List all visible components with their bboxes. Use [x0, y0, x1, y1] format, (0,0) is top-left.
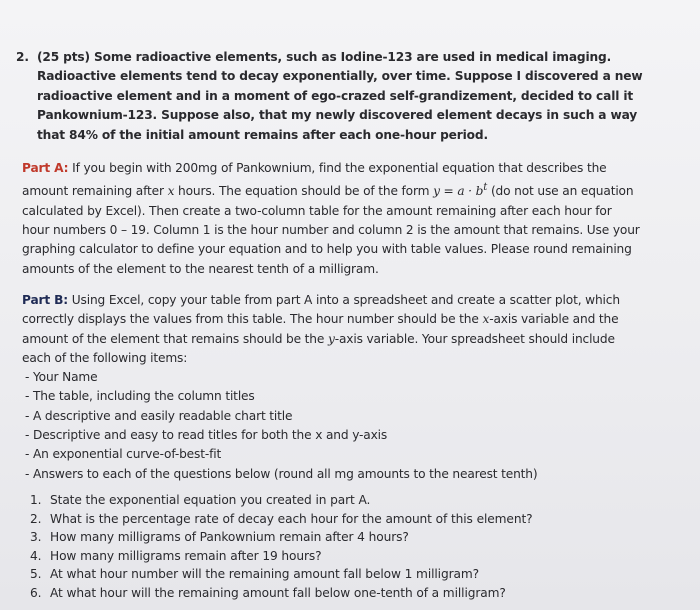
- part-b-text-3: -axis variable. Your spreadsheet should include each of the following items:: [22, 331, 615, 365]
- part-b-var-x: x: [482, 312, 490, 327]
- question-number: 5.: [30, 567, 42, 582]
- list-item: - The table, including the column titles: [25, 389, 255, 404]
- part-a-label: Part A:: [22, 161, 69, 175]
- part-a-text-1: If you begin with 200mg of Pankownium, find the exponential equation that describes the amount remaining after: [22, 161, 607, 199]
- question-text: At what hour will the remaining amount fall below one-tenth of a milligram?: [50, 585, 506, 600]
- question-number: 1.: [30, 493, 42, 507]
- problem-number: 2.: [16, 50, 29, 64]
- question-number: 4.: [30, 548, 42, 563]
- question-item: [30, 547, 533, 566]
- question-number: 2.: [30, 511, 42, 526]
- question-text: How many milligrams of Pankownium remain after 4 hours?: [50, 530, 409, 545]
- part-a-var-x: x: [167, 184, 175, 199]
- question-list: [30, 491, 533, 603]
- question-number: 3.: [30, 530, 42, 545]
- part-a-section: [22, 159, 642, 279]
- question-item: [30, 510, 533, 529]
- part-a-text-3: (do not use an equation calculated by Excel). Then create a two-column table for the amount remaining after each hour for hour numbers 0 – 19. Column 1 is the hour number and column 2 is the amount that remains. Use your graphing calculator to define your equation and to help you with table values. Please round remaining amounts of the element to the nearest tenth of a milligram.: [22, 184, 640, 276]
- question-text: What is the percentage rate of decay each hour for the amount of this element?: [50, 511, 533, 526]
- part-a-text-2: hours. The equation should be of the form: [174, 184, 434, 199]
- part-b-var-y: y: [327, 331, 335, 346]
- part-b-text-2: -axis variable and the amount of the element that remains should be the: [22, 312, 619, 346]
- part-a-exponent: t: [483, 182, 488, 194]
- list-item: - An exponential curve-of-best-fit: [25, 447, 222, 462]
- question-text: How many milligrams remain after 19 hours?: [50, 548, 322, 563]
- part-b-item-list: [22, 368, 642, 484]
- list-item: - Your Name: [25, 370, 98, 385]
- question-text: At what hour number will the remaining amount fall below 1 milligram?: [50, 567, 480, 582]
- list-item: - Answers to each of the questions below (round all mg amounts to the nearest tenth): [25, 466, 538, 481]
- part-a-equation: y = a · b: [433, 184, 484, 199]
- question-item: [30, 491, 533, 510]
- question-item: [30, 584, 533, 603]
- part-b-section: [22, 291, 642, 484]
- question-text: State the exponential equation you created in part A.: [50, 493, 371, 507]
- part-b-label: Part B:: [22, 293, 69, 307]
- question-item: [30, 528, 533, 547]
- question-number: 6.: [30, 585, 42, 600]
- question-item: [30, 565, 533, 584]
- list-item: - Descriptive and easy to read titles for both the x and y-axis: [25, 428, 388, 443]
- problem-statement: [16, 48, 648, 145]
- problem-text: (25 pts) Some radioactive elements, such as Iodine-123 are used in medical imaging. Radioactive elements tend to decay exponentially, over time. Suppose I discovered a new radioactive element and in a moment of ego-crazed self-grandizement, decided to call it Pankownium-123. Suppose also, that my newly discovered element decays in such a way that 84% of the initial amount remains after each one-hour period.: [37, 50, 643, 142]
- list-item: - A descriptive and easily readable chart title: [25, 408, 293, 423]
- part-b-text-1: Using Excel, copy your table from part A into a spreadsheet and create a scatter plot, which correctly displays the values from this table. The hour number should be the: [22, 293, 620, 327]
